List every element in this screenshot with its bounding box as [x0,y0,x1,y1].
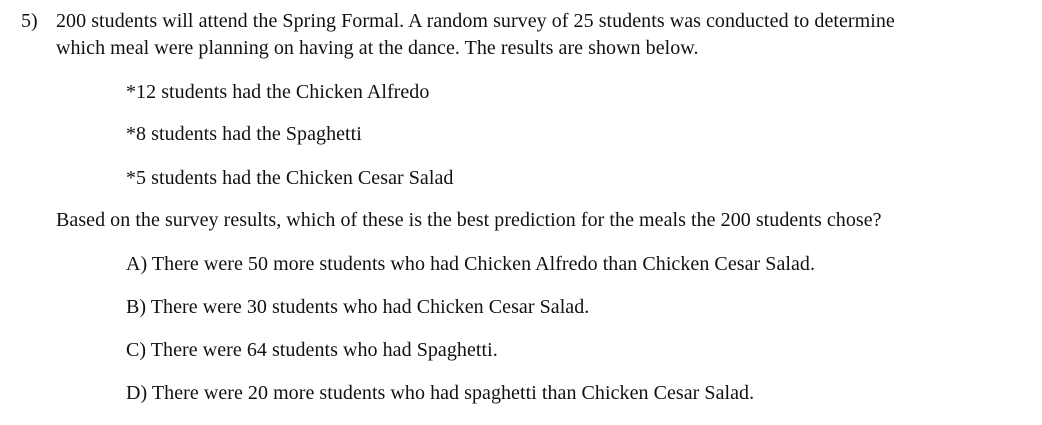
survey-result-item: *12 students had the Chicken Alfredo [126,81,430,103]
answer-option-c: C) There were 64 students who had Spaghetti. [126,339,498,361]
answer-option-a: A) There were 50 more students who had Chicken Alfredo than Chicken Cesar Salad. [126,253,815,275]
survey-result-item: *5 students had the Chicken Cesar Salad [126,167,454,189]
question-text-line-2: which meal were planning on having at the dance. The results are shown below. [56,37,699,59]
survey-result-item: *8 students had the Spaghetti [126,123,362,145]
question-prompt: Based on the survey results, which of these is the best prediction for the meals the 200 students chose? [56,209,882,231]
answer-option-d: D) There were 20 more students who had spaghetti than Chicken Cesar Salad. [126,382,755,404]
answer-option-b: B) There were 30 students who had Chicken Cesar Salad. [126,296,590,318]
question-number: 5) [21,10,38,32]
question-text-line-1: 200 students will attend the Spring Formal. A random survey of 25 students was conducted to determine [56,10,895,32]
